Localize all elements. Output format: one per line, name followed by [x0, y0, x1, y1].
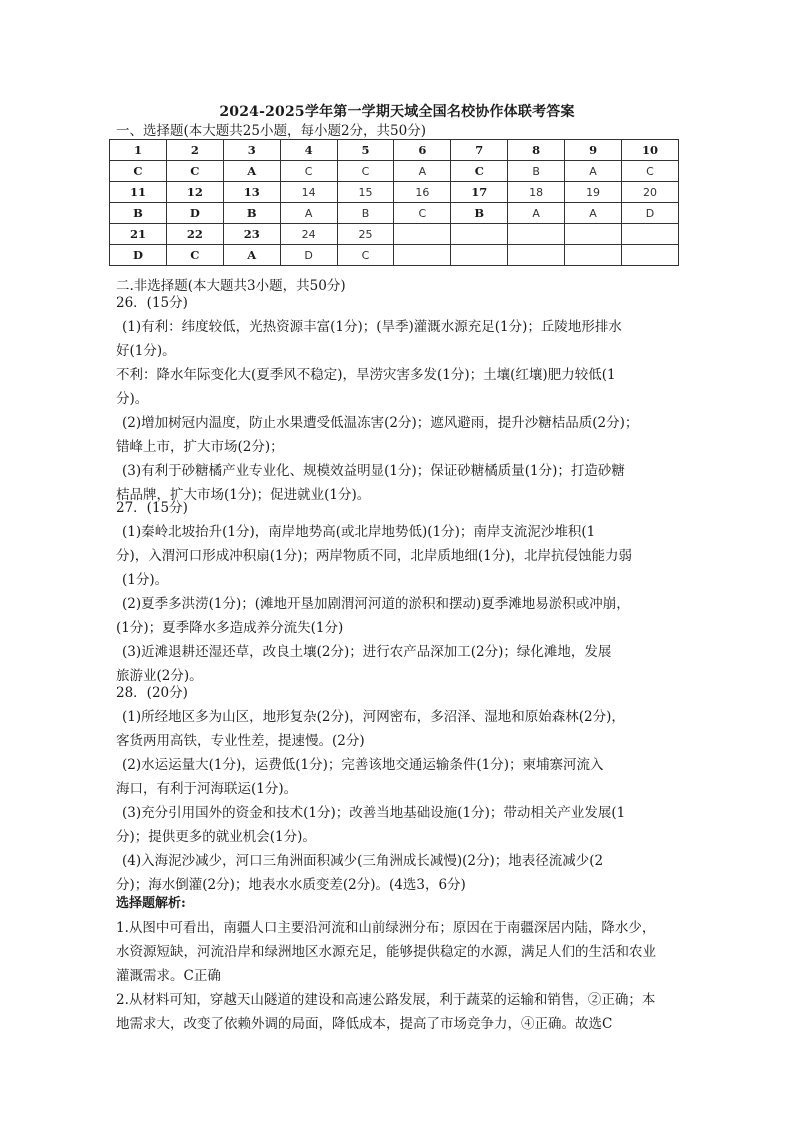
question-number: 18 — [508, 182, 565, 203]
empty-cell — [394, 245, 451, 266]
answer-line: (1)所经地区多为山区，地形复杂(2分)，河网密布，多沼泽、湿地和原始森林(2分)， — [122, 709, 625, 725]
answer-cell: B — [508, 161, 565, 182]
table-row — [110, 161, 679, 182]
answer-cell: A — [565, 203, 622, 224]
answer-cell: D — [110, 245, 167, 266]
answer-cell: D — [280, 245, 337, 266]
empty-cell — [508, 224, 565, 245]
answer-cell: A — [508, 203, 565, 224]
question-number: 11 — [110, 182, 167, 203]
answer-cell: D — [622, 203, 679, 224]
question-number: 2 — [166, 140, 223, 161]
answer-line: (3)充分引用国外的资金和技术(1分)；改善当地基础设施(1分)；带动相关产业发展(1 — [122, 805, 626, 821]
q26-header: 26．(15分) — [116, 295, 188, 311]
question-number: 24 — [280, 224, 337, 245]
question-number: 3 — [223, 140, 280, 161]
answer-cell: D — [166, 203, 223, 224]
empty-cell — [451, 224, 508, 245]
answer-line: (4)入海泥沙减少，河口三角洲面积减少(三角洲成长减慢)(2分)；地表径流减少(2 — [122, 853, 604, 869]
answer-cell: C — [622, 161, 679, 182]
question-number: 22 — [166, 224, 223, 245]
answer-cell: B — [337, 203, 394, 224]
question-number: 21 — [110, 224, 167, 245]
question-number: 17 — [451, 182, 508, 203]
answer-line: (2)水运运量大(1分)，运费低(1分)；完善该地交通运输条件(1分)；柬埔寨河流入 — [122, 757, 604, 773]
table-row — [110, 245, 679, 266]
answer-cell: C — [166, 245, 223, 266]
question-number: 25 — [337, 224, 394, 245]
analysis-block — [116, 892, 686, 1036]
answer-cell: C — [110, 161, 167, 182]
answer-line: (1)秦岭北坡抬升(1分)，南岸地势高(或北岸地势低)(1分)；南岸支流泥沙堆积(1 — [122, 524, 596, 540]
answer-line: (3)有利于砂糖橘产业专业化、规模效益明显(1分)；保证砂糖橘质量(1分)；打造砂糖 — [122, 463, 625, 479]
answer-line: (2)增加树冠内温度，防止水果遭受低温冻害(2分)；遮风避雨，提升沙糖桔品质(2分)； — [122, 415, 639, 431]
q28-header: 28．(20分) — [116, 685, 188, 701]
question-number: 6 — [394, 140, 451, 161]
answer-line: 旅游业(2分)。 — [116, 668, 203, 684]
empty-cell — [451, 245, 508, 266]
answer-cell: A — [394, 161, 451, 182]
question-number: 14 — [280, 182, 337, 203]
question-number: 9 — [565, 140, 622, 161]
answer-line: 海口，有利于河海联运(1分)。 — [116, 781, 298, 797]
answer-line: 分)；海水倒灌(2分)；地表水水质变差(2分)。(4选3，6分) — [116, 877, 466, 893]
question-number: 12 — [166, 182, 223, 203]
empty-cell — [622, 245, 679, 266]
answer-line: 分)。 — [116, 391, 149, 407]
question-number: 16 — [394, 182, 451, 203]
question-number: 15 — [337, 182, 394, 203]
table-row — [110, 203, 679, 224]
answer-line: (1分)。 — [122, 572, 169, 588]
answer-cell: C — [166, 161, 223, 182]
analysis-line: 地需求大，改变了依赖外调的局面，降低成本，提高了市场竞争力，④正确。故选C — [116, 1016, 613, 1032]
answer-cell: C — [451, 161, 508, 182]
answer-cell: C — [337, 161, 394, 182]
page-title: 2024-2025学年第一学期天域全国名校协作体联考答案 — [219, 104, 575, 120]
answer-line: 分)，入渭河口形成冲积扇(1分)；两岸物质不同，北岸质地细(1分)，北岸抗侵蚀能力弱 — [116, 548, 633, 564]
answer-line: (3)近滩退耕还湿还草，改良土壤(2分)；进行农产品深加工(2分)；绿化滩地，发展 — [122, 644, 612, 660]
answer-line: 客货两用高铁，专业性差，提速慢。(2分) — [116, 733, 365, 749]
answer-cell: C — [337, 245, 394, 266]
q27-block — [116, 496, 686, 688]
answer-line: (2)夏季多洪涝(1分)；(滩地开垦加剧渭河河道的淤积和摆动)夏季滩地易淤积或冲崩， — [122, 596, 630, 612]
table-row — [110, 224, 679, 245]
answer-line: 错峰上市，扩大市场(2分)； — [116, 439, 284, 455]
answer-cell: A — [223, 245, 280, 266]
answer-line: 分)；提供更多的就业机会(1分)。 — [116, 829, 316, 845]
answer-cell: C — [280, 161, 337, 182]
answer-table — [109, 139, 679, 266]
analysis-line: 水资源短缺，河流沿岸和绿洲地区水源充足，能够提供稳定的水源，满足人们的生活和农业 — [116, 944, 656, 960]
question-number: 4 — [280, 140, 337, 161]
question-number: 13 — [223, 182, 280, 203]
table-row — [110, 182, 679, 203]
question-number: 8 — [508, 140, 565, 161]
answer-cell: B — [223, 203, 280, 224]
empty-cell — [622, 224, 679, 245]
analysis-line: 1.从图中可看出，南疆人口主要沿河流和山前绿洲分布；原因在于南疆深居内陆，降水少， — [116, 920, 656, 936]
question-number: 19 — [565, 182, 622, 203]
empty-cell — [565, 245, 622, 266]
answer-cell: C — [394, 203, 451, 224]
empty-cell — [394, 224, 451, 245]
answer-cell: A — [223, 161, 280, 182]
q26-block — [116, 291, 686, 507]
analysis-header: 选择题解析: — [116, 896, 186, 911]
analysis-line: 灌溉需求。C正确 — [116, 968, 221, 984]
answer-line: (1)有利：纬度较低，光热资源丰富(1分)；(旱季)灌溉水源充足(1分)；丘陵地形排水 — [122, 319, 622, 335]
answer-cell: B — [451, 203, 508, 224]
answer-cell: A — [280, 203, 337, 224]
analysis-line: 2.从材料可知，穿越天山隧道的建设和高速公路发展，利于蔬菜的运输和销售，②正确；本 — [116, 992, 656, 1008]
answer-cell: B — [110, 203, 167, 224]
answer-line: 好(1分)。 — [116, 343, 176, 359]
empty-cell — [508, 245, 565, 266]
question-number: 5 — [337, 140, 394, 161]
question-number: 23 — [223, 224, 280, 245]
section2-heading: 二.非选择题(本大题共3小题，共50分) — [116, 278, 346, 294]
question-number: 10 — [622, 140, 679, 161]
section1-heading: 一、选择题(本大题共25小题，每小题2分，共50分) — [116, 123, 426, 139]
q28-block — [116, 681, 686, 897]
question-number: 7 — [451, 140, 508, 161]
answer-line: 不利：降水年际变化大(夏季风不稳定)，旱涝灾害多发(1分)；土壤(红壤)肥力较低(1 — [116, 367, 616, 383]
empty-cell — [565, 224, 622, 245]
answer-line: (1分)；夏季降水多造成养分流失(1分) — [116, 620, 344, 636]
answer-cell: A — [565, 161, 622, 182]
question-number: 1 — [110, 140, 167, 161]
table-row — [110, 140, 679, 161]
question-number: 20 — [622, 182, 679, 203]
answer-line: 桔品牌，扩大市场(1分)；促进就业(1分)。 — [116, 487, 371, 503]
q27-header: 27．(15分) — [116, 500, 188, 516]
